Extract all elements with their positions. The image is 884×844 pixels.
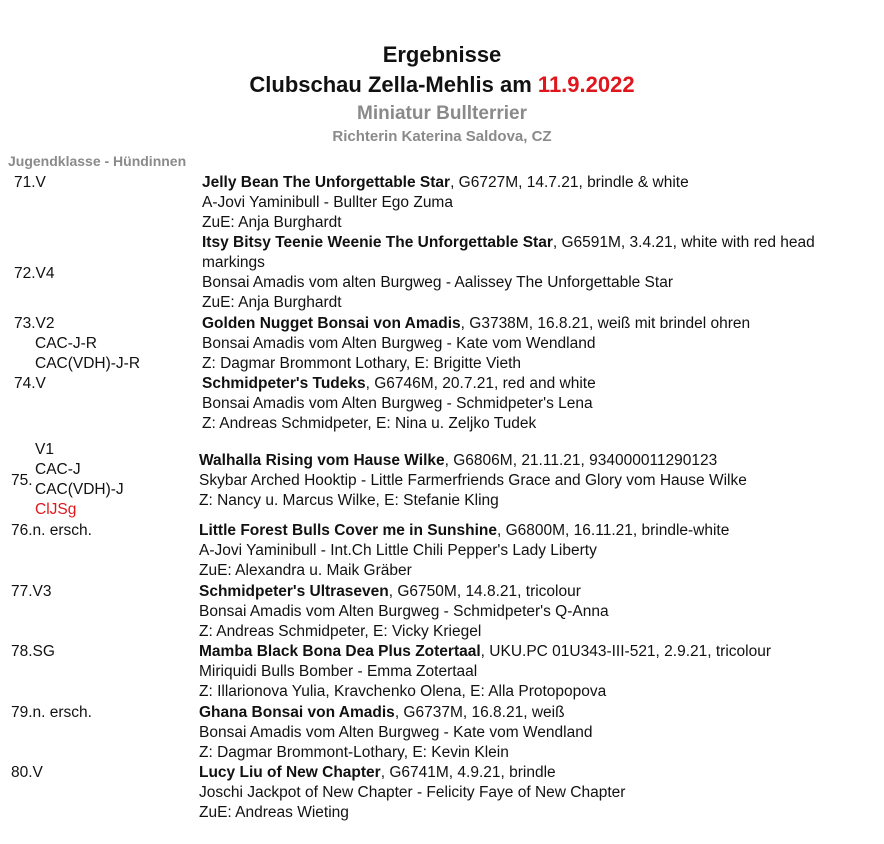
entry-breeder: Z: Dagmar Brommont Lothary, E: Brigitte Vieth: [202, 355, 522, 372]
entry-parents: Bonsai Amadis vom Alten Burgweg - Schmidpeter's Q-Anna: [199, 603, 609, 620]
entry-breeder: ZuE: Anja Burghardt: [202, 294, 342, 311]
dog-details: , G6737M, 16.8.21, weiß: [394, 704, 565, 721]
award: V1: [35, 441, 54, 458]
show-name: Clubschau Zella-Mehlis am: [249, 72, 532, 97]
entry-breeder: Z: Nancy u. Marcus Wilke, E: Stefanie Kling: [199, 492, 499, 509]
dog-details: , G6741M, 4.9.21, brindle: [380, 764, 556, 781]
award-highlight: ClJSg: [35, 501, 77, 518]
entry-parents: A-Jovi Yaminibull - Int.Ch Little Chili Pepper's Lady Liberty: [199, 542, 597, 559]
judge-line: Richterin Katerina Saldova, CZ: [332, 128, 552, 145]
entry-parents: Bonsai Amadis vom Alten Burgweg - Schmidpeter's Lena: [202, 395, 593, 412]
entry-awards: [35, 440, 124, 520]
entry-number: 71.V: [14, 174, 46, 191]
award: CAC-J-R: [35, 335, 97, 352]
dog-name: Schmidpeter's Tudeks: [202, 375, 366, 392]
entry-dog: [199, 451, 717, 471]
dog-name: Lucy Liu of New Chapter: [199, 764, 381, 781]
class-heading: Jugendklasse - Hündinnen: [8, 153, 187, 169]
entry-number: 75.: [11, 472, 33, 489]
show-title: [0, 72, 884, 98]
entry-breeder: ZuE: Alexandra u. Maik Gräber: [199, 562, 412, 579]
entry-number: 72.V4: [14, 265, 55, 282]
entry-number: 78.SG: [11, 643, 55, 660]
entry-parents: Bonsai Amadis vom Alten Burgweg - Kate vom Wendland: [199, 724, 593, 741]
entry-parents: Joschi Jackpot of New Chapter - Felicity Faye of New Chapter: [199, 784, 626, 801]
entry-number: 80.V: [11, 764, 43, 781]
entry-number: 73.V2: [14, 315, 55, 332]
dog-name: Golden Nugget Bonsai von Amadis: [202, 315, 461, 332]
entry-parents: Skybar Arched Hooktip - Little Farmerfriends Grace and Glory vom Hause Wilke: [199, 472, 747, 489]
entry-breeder: Z: Illarionova Yulia, Kravchenko Olena, E: Alla Protopopova: [199, 683, 607, 700]
award: CAC(VDH)-J: [35, 481, 124, 498]
entry-breeder: Z: Andreas Schmidpeter, E: Nina u. Zeljko Tudek: [202, 415, 537, 432]
dog-details: , G6746M, 20.7.21, red and white: [365, 375, 596, 392]
entry-dog: [199, 521, 729, 541]
show-date: 11.9.2022: [537, 72, 635, 97]
entry-dog: [199, 703, 565, 723]
dog-details: , UKU.PC 01U343-III-521, 2.9.21, tricolour: [480, 643, 772, 660]
dog-name: Schmidpeter's Ultraseven: [199, 583, 389, 600]
entry-number: 79.n. ersch.: [11, 704, 92, 721]
entry-parents: A-Jovi Yaminibull - Bullter Ego Zuma: [202, 194, 453, 211]
entry-parents: Bonsai Amadis vom Alten Burgweg - Kate vom Wendland: [202, 335, 596, 352]
dog-name: Itsy Bitsy Teenie Weenie The Unforgettable Star: [202, 234, 553, 251]
dog-details: , G6727M, 14.7.21, brindle & white: [450, 174, 689, 191]
dog-details: , G6800M, 16.11.21, brindle-white: [497, 522, 730, 539]
entry-dog: [202, 374, 596, 394]
entry-dog: [199, 763, 556, 783]
entry-parents: Bonsai Amadis vom alten Burgweg - Aalissey The Unforgettable Star: [202, 274, 673, 291]
award: CAC(VDH)-J-R: [35, 355, 141, 372]
award: CAC-J: [35, 461, 81, 478]
entry-dog: [202, 173, 689, 193]
dog-name: Little Forest Bulls Cover me in Sunshine: [199, 522, 497, 539]
entry-breeder: ZuE: Andreas Wieting: [199, 804, 349, 821]
entry-number: 74.V: [14, 375, 46, 392]
entry-number: 77.V3: [11, 583, 52, 600]
page-title: Ergebnisse: [382, 42, 502, 67]
dog-name: Walhalla Rising vom Hause Wilke: [199, 452, 445, 469]
dog-name: Mamba Black Bona Dea Plus Zotertaal: [199, 643, 481, 660]
dog-name: Ghana Bonsai von Amadis: [199, 704, 395, 721]
breed-title: Miniatur Bullterrier: [357, 103, 527, 124]
entry-parents: Miriquidi Bulls Bomber - Emma Zotertaal: [199, 663, 478, 680]
dog-details: , G6806M, 21.11.21, 934000011290123: [444, 452, 718, 469]
dog-details: , G6750M, 14.8.21, tricolour: [388, 583, 581, 600]
entry-breeder: Z: Dagmar Brommont-Lothary, E: Kevin Klein: [199, 744, 509, 761]
entry-dog: [199, 642, 771, 662]
entry-dog: [202, 314, 750, 334]
entry-awards: [35, 334, 140, 374]
dog-name: Jelly Bean The Unforgettable Star: [202, 174, 451, 191]
dog-details: , G3738M, 16.8.21, weiß mit brindel ohren: [460, 315, 751, 332]
entry-number: 76.n. ersch.: [11, 522, 92, 539]
entry-breeder: ZuE: Anja Burghardt: [202, 214, 342, 231]
entry-dog: [199, 582, 581, 602]
dog-details: , G6591M, 3.4.21, white with red head markings: [202, 234, 815, 271]
entry-dog: [202, 233, 862, 273]
entry-breeder: Z: Andreas Schmidpeter, E: Vicky Kriegel: [199, 623, 482, 640]
